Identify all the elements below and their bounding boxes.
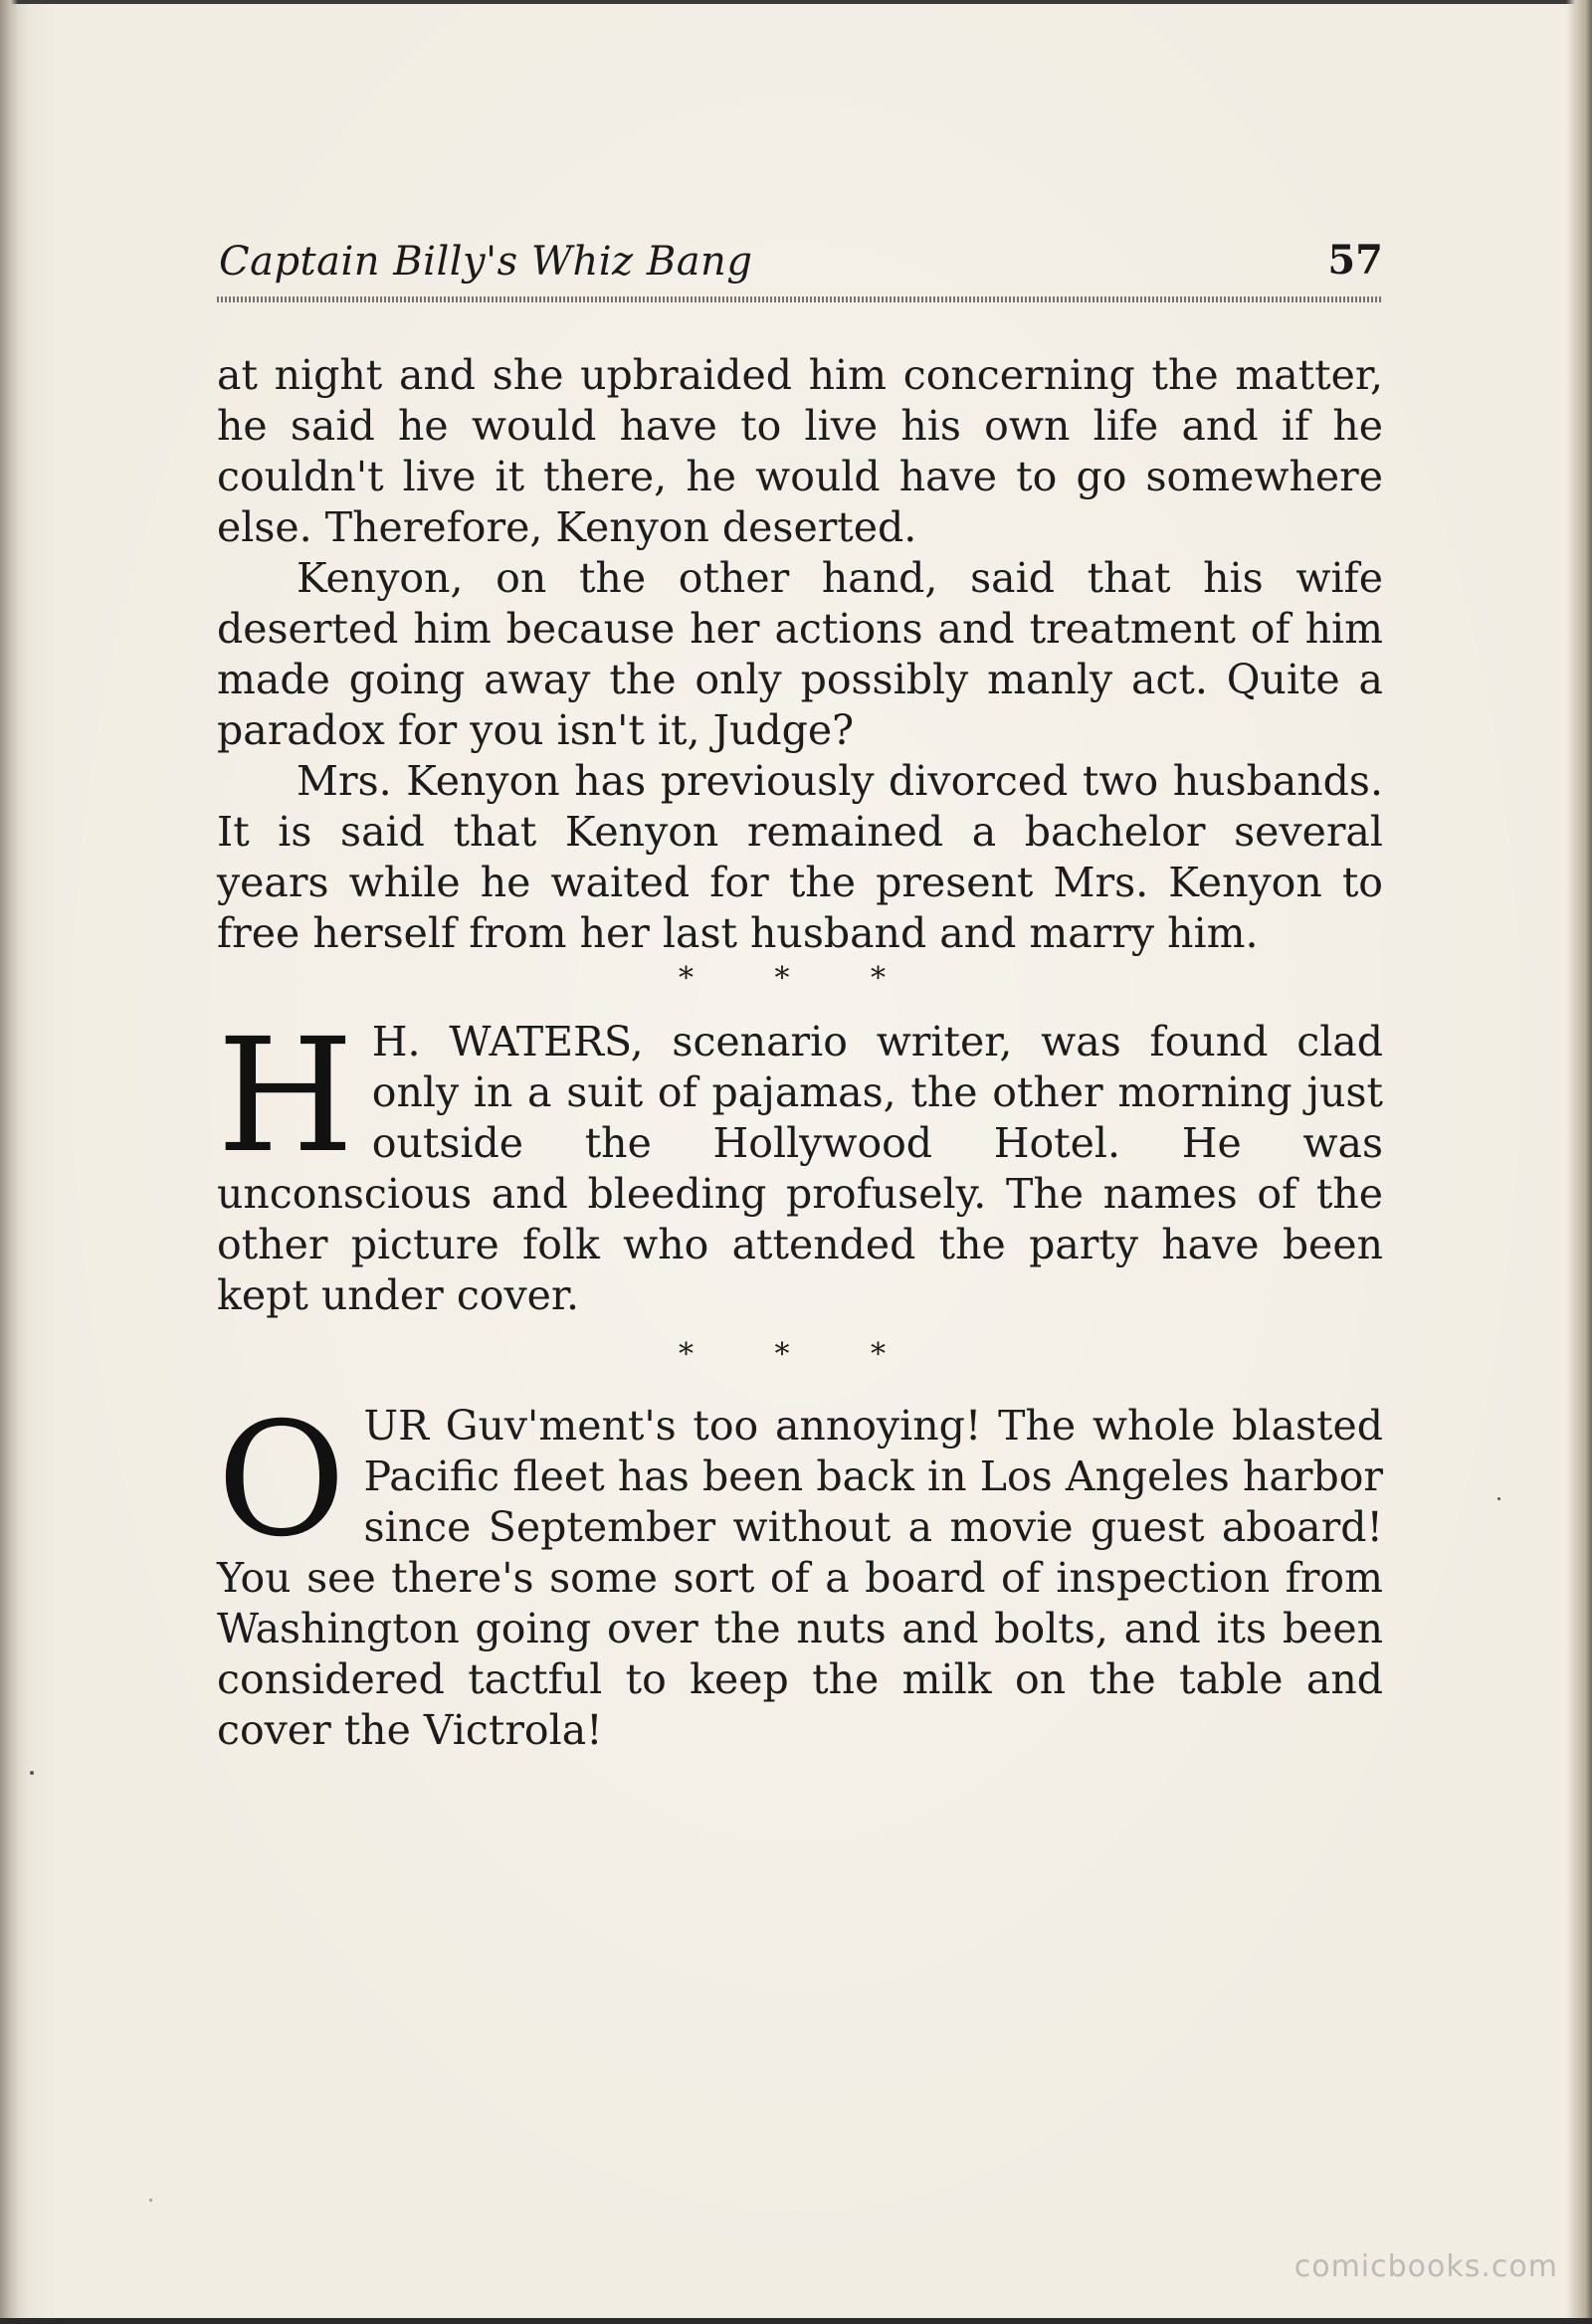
item-waters	[217, 1005, 1383, 1321]
page-right-edge	[1566, 0, 1592, 2324]
watermark: comicbooks.com	[1294, 2249, 1558, 2284]
section-separator: * * *	[678, 1337, 922, 1372]
running-header	[217, 239, 1383, 294]
page-number: 57	[1327, 237, 1383, 284]
page-spine-shadow	[0, 0, 18, 2324]
running-title: Captain Billy's Whiz Bang	[219, 239, 753, 285]
item-guvment-text: UR Guv'ment's too annoying! The whole blasted Pacific fleet has been back in Los Angeles harbor since September without a movie guest aboard! You see there's some sort of a board of inspection from Washington going over the nuts and bolts, and its been considered tactful to keep the milk on the table and cover the Victrola!	[217, 1402, 1383, 1754]
paper-speck	[149, 2199, 152, 2202]
item-waters-text: H. WATERS, scenario writer, was found clad only in a suit of pajamas, the other morning just outside the Hollywood Hotel. He was unconscious and bleeding profusely. The names of the other picture folk who attended the party have been kept under cover.	[217, 1018, 1383, 1319]
paragraph-continued: at night and she upbraided him concerning the matter, he said he would have to live his own life and if he couldn't live it there, he would have to go somewhere else. Therefore, Kenyon deserted.	[217, 351, 1383, 551]
page-top-edge	[0, 0, 1592, 4]
article-body	[217, 350, 1383, 1756]
page-bottom-edge	[0, 2318, 1592, 2324]
section-separator: * * *	[678, 961, 922, 996]
paper-speck	[30, 1771, 34, 1775]
paragraph-kenyon-reply: Kenyon, on the other hand, said that his wife deserted him because her actions and treatment of him made going away the only possibly manly act. Quite a paradox for you isn't it, Judge?	[217, 554, 1383, 754]
drop-cap-letter: O	[217, 1389, 346, 1572]
drop-cap-letter: H	[217, 1005, 354, 1188]
paper-speck	[1497, 1497, 1500, 1500]
item-guvment	[217, 1389, 1383, 1756]
paragraph-mrs-kenyon: Mrs. Kenyon has previously divorced two husbands. It is said that Kenyon remained a bachelor several years while he waited for the present Mrs. Kenyon to free herself from her last husband and marry him.	[217, 757, 1383, 957]
header-rule	[217, 296, 1383, 302]
